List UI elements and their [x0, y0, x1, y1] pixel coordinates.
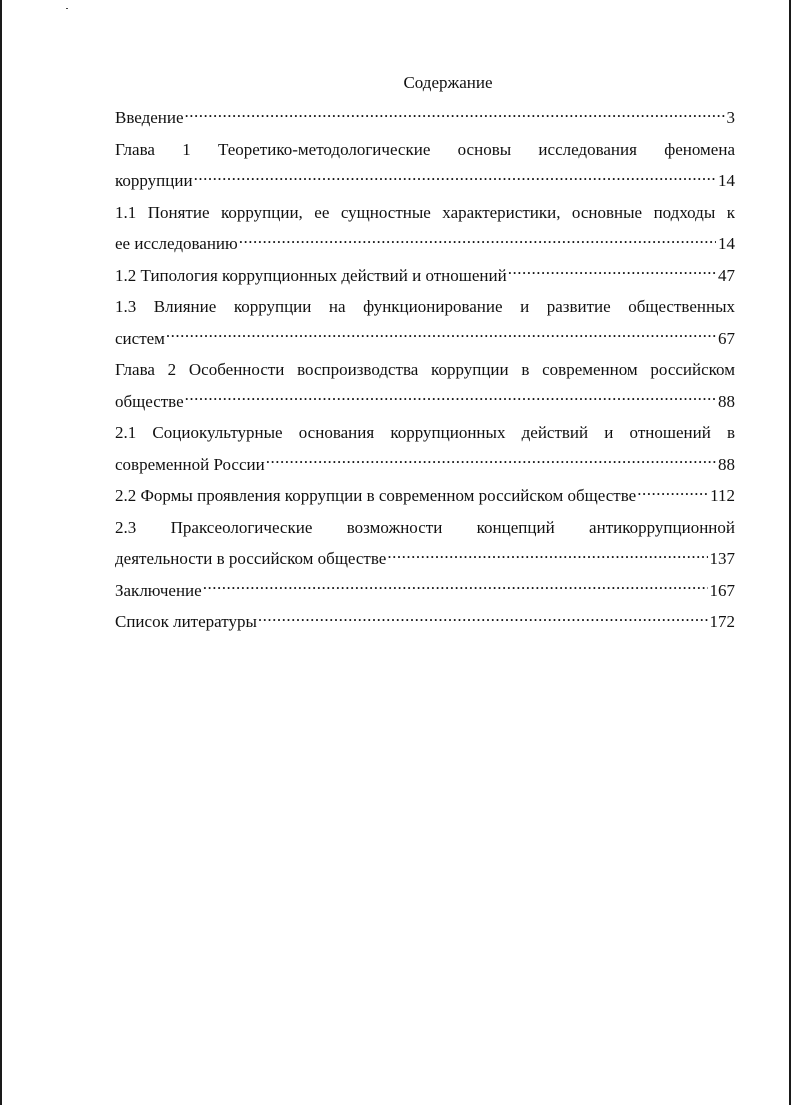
toc-entry-introduction[interactable] [115, 102, 735, 134]
toc-title: Содержание [403, 73, 493, 92]
toc-line [115, 606, 735, 638]
toc-page-number: 14 [718, 234, 735, 253]
toc-entry-section-1-1[interactable] [115, 197, 735, 260]
toc-entry-section-1-2[interactable] [115, 260, 735, 292]
dot-leader [239, 232, 716, 249]
toc-line [115, 575, 735, 607]
scan-speck [66, 8, 68, 9]
dot-leader [387, 547, 707, 564]
dot-leader [203, 579, 708, 596]
dot-leader [258, 610, 708, 627]
toc-entry-text: ее исследованию [115, 234, 238, 253]
dot-leader [166, 327, 716, 344]
toc-page-number: 88 [718, 454, 735, 474]
toc-line [115, 102, 735, 134]
toc-line [115, 480, 735, 512]
dot-leader [194, 169, 716, 186]
toc-line [115, 449, 735, 481]
toc-page-number: 14 [718, 171, 735, 190]
toc-entry-section-1-3[interactable] [115, 291, 735, 354]
toc-page-number: 67 [718, 328, 735, 348]
toc-entry-first-line: Глава 1 Теоретико-методологические основы исследования феномена [115, 139, 735, 159]
toc-entry-text: 2.2 Формы проявления коррупции в современном российском обществе [115, 486, 637, 505]
scan-edge-left [0, 0, 2, 1105]
toc-entry-bibliography[interactable] [115, 606, 735, 638]
toc-entry-text: 1.2 Типология коррупционных действий и отношений [115, 265, 507, 285]
toc-entry-first-line: 2.3 Праксеологические возможности концепций антикоррупционной [115, 517, 735, 537]
toc-entry-chapter-1[interactable] [115, 134, 735, 197]
toc-line [115, 386, 735, 418]
toc-entry-text: Введение [115, 108, 184, 127]
toc-line [115, 228, 735, 260]
dot-leader [508, 264, 716, 281]
toc-entry-first-line: 2.1 Социокультурные основания коррупционных действий и отношений в [115, 423, 735, 442]
toc-entry-text: Заключение [115, 580, 202, 600]
toc-entry-first-line: 1.1 Понятие коррупции, ее сущностные характеристики, основные подходы к [115, 202, 735, 222]
toc-line [115, 165, 735, 197]
toc-entry-first-line: 1.3 Влияние коррупции на функционирование и развитие общественных [115, 297, 735, 316]
toc-entry-section-2-1[interactable] [115, 417, 735, 480]
toc-line [115, 323, 735, 355]
dot-leader [185, 390, 716, 407]
toc-page-number: 167 [709, 580, 735, 600]
dot-leader [185, 106, 725, 123]
dot-leader [266, 453, 716, 470]
table-of-contents [115, 102, 735, 638]
toc-page-number: 137 [709, 549, 735, 568]
toc-entry-text: обществе [115, 391, 184, 411]
toc-entry-chapter-2[interactable] [115, 354, 735, 417]
toc-page-number: 47 [718, 265, 735, 285]
toc-entry-section-2-3[interactable] [115, 512, 735, 575]
toc-entry-first-line: Глава 2 Особенности воспроизводства коррупции в современном российском [115, 360, 735, 379]
toc-page-number: 112 [710, 486, 735, 505]
toc-page-number: 3 [726, 108, 735, 127]
toc-entry-text: современной России [115, 454, 265, 474]
toc-line [115, 260, 735, 292]
dot-leader [637, 484, 708, 501]
toc-entry-text: деятельности в российском обществе [115, 549, 387, 568]
toc-entry-text: Список литературы [115, 612, 257, 631]
toc-entry-text: систем [115, 328, 165, 348]
toc-entry-section-2-2[interactable] [115, 480, 735, 512]
toc-entry-text: коррупции [115, 171, 193, 190]
toc-page-number: 172 [709, 612, 735, 631]
toc-line [115, 543, 735, 575]
toc-page-number: 88 [718, 391, 735, 411]
toc-entry-conclusion[interactable] [115, 575, 735, 607]
